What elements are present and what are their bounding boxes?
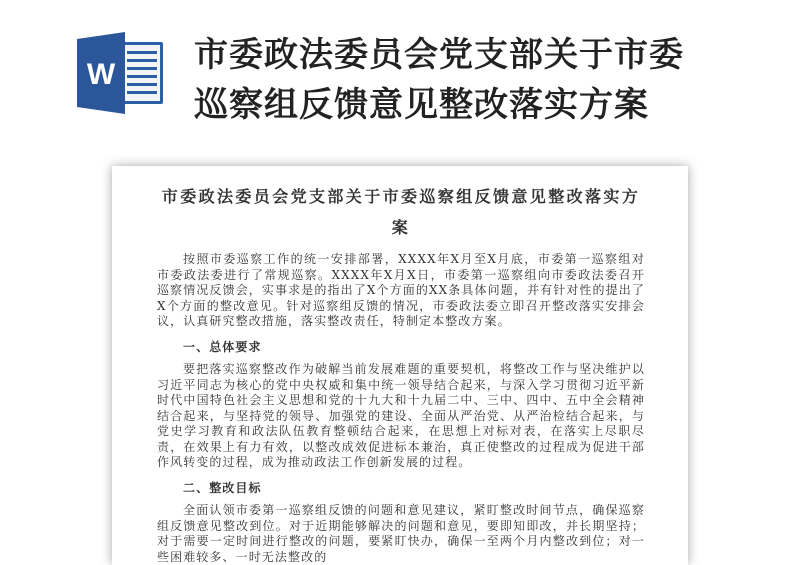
page-title — [194, 30, 754, 130]
document-page — [112, 166, 688, 565]
section-heading: 二、整改目标 — [183, 481, 262, 495]
document-title: 市委政法委员会党支部关于市委巡察组反馈意见整改落实方案 — [161, 187, 641, 237]
section-heading: 一、总体要求 — [183, 340, 262, 354]
word-icon — [77, 32, 165, 114]
intro-paragraph: 按照市委巡察工作的统一安排部署，XXXX年X月至X月底，市委第一巡察组对市委政法委进行了常规巡察。XXXX年X月X日，市委第一巡察组向市委政法委召开巡察情况反馈会，实事求是的指出了X个方面的XX条具体问题，并有针对性的提出了X个方面的整改意见。针对巡察组反馈的情况，市委政法委立即召开整改落实安排会议，认真研究整改措施，落实整改责任，特制定本整改方案。 — [157, 252, 645, 328]
document-body — [157, 252, 645, 565]
title-line-1: 市委政法委员会党支部关于市委 — [194, 35, 684, 75]
section-paragraph: 要把落实巡察整改作为破解当前发展难题的重要契机，将整改工作与坚决维护以习近平同志为核心的党中央权威和集中统一领导结合起来，与深入学习贯彻习近平新时代中国特色社会主义思想和党的十九大和十九届二中、三中、四中、五中全会精神结合起来，与坚持党的领导、加强党的建设、全面从严治党、从严治检结合起来，与党史学习教育和政法队伍教育整顿结合起来，在思想上对标对表，在落实上尽职尽责，在效果上有力有效，以整改成效促进标本兼治，真正使整改的过程成为促进干部作风转变的过程，成为推动政法工作创新发展的过程。 — [157, 362, 645, 469]
section-paragraph: 全面认领市委第一巡察组反馈的问题和意见建议，紧盯整改时间节点，确保巡察组反馈意见整改到位。对于近期能够解决的问题和意见，要即知即改，并长期坚持；对于需要一定时间进行整改的问题，要紧盯快办，确保一至两个月内整改到位；对一些困难较多、一时无法整改的 — [157, 503, 645, 564]
title-line-2: 巡察组反馈意见整改落实方案 — [194, 85, 649, 125]
word-icon-letter: W — [86, 58, 116, 91]
